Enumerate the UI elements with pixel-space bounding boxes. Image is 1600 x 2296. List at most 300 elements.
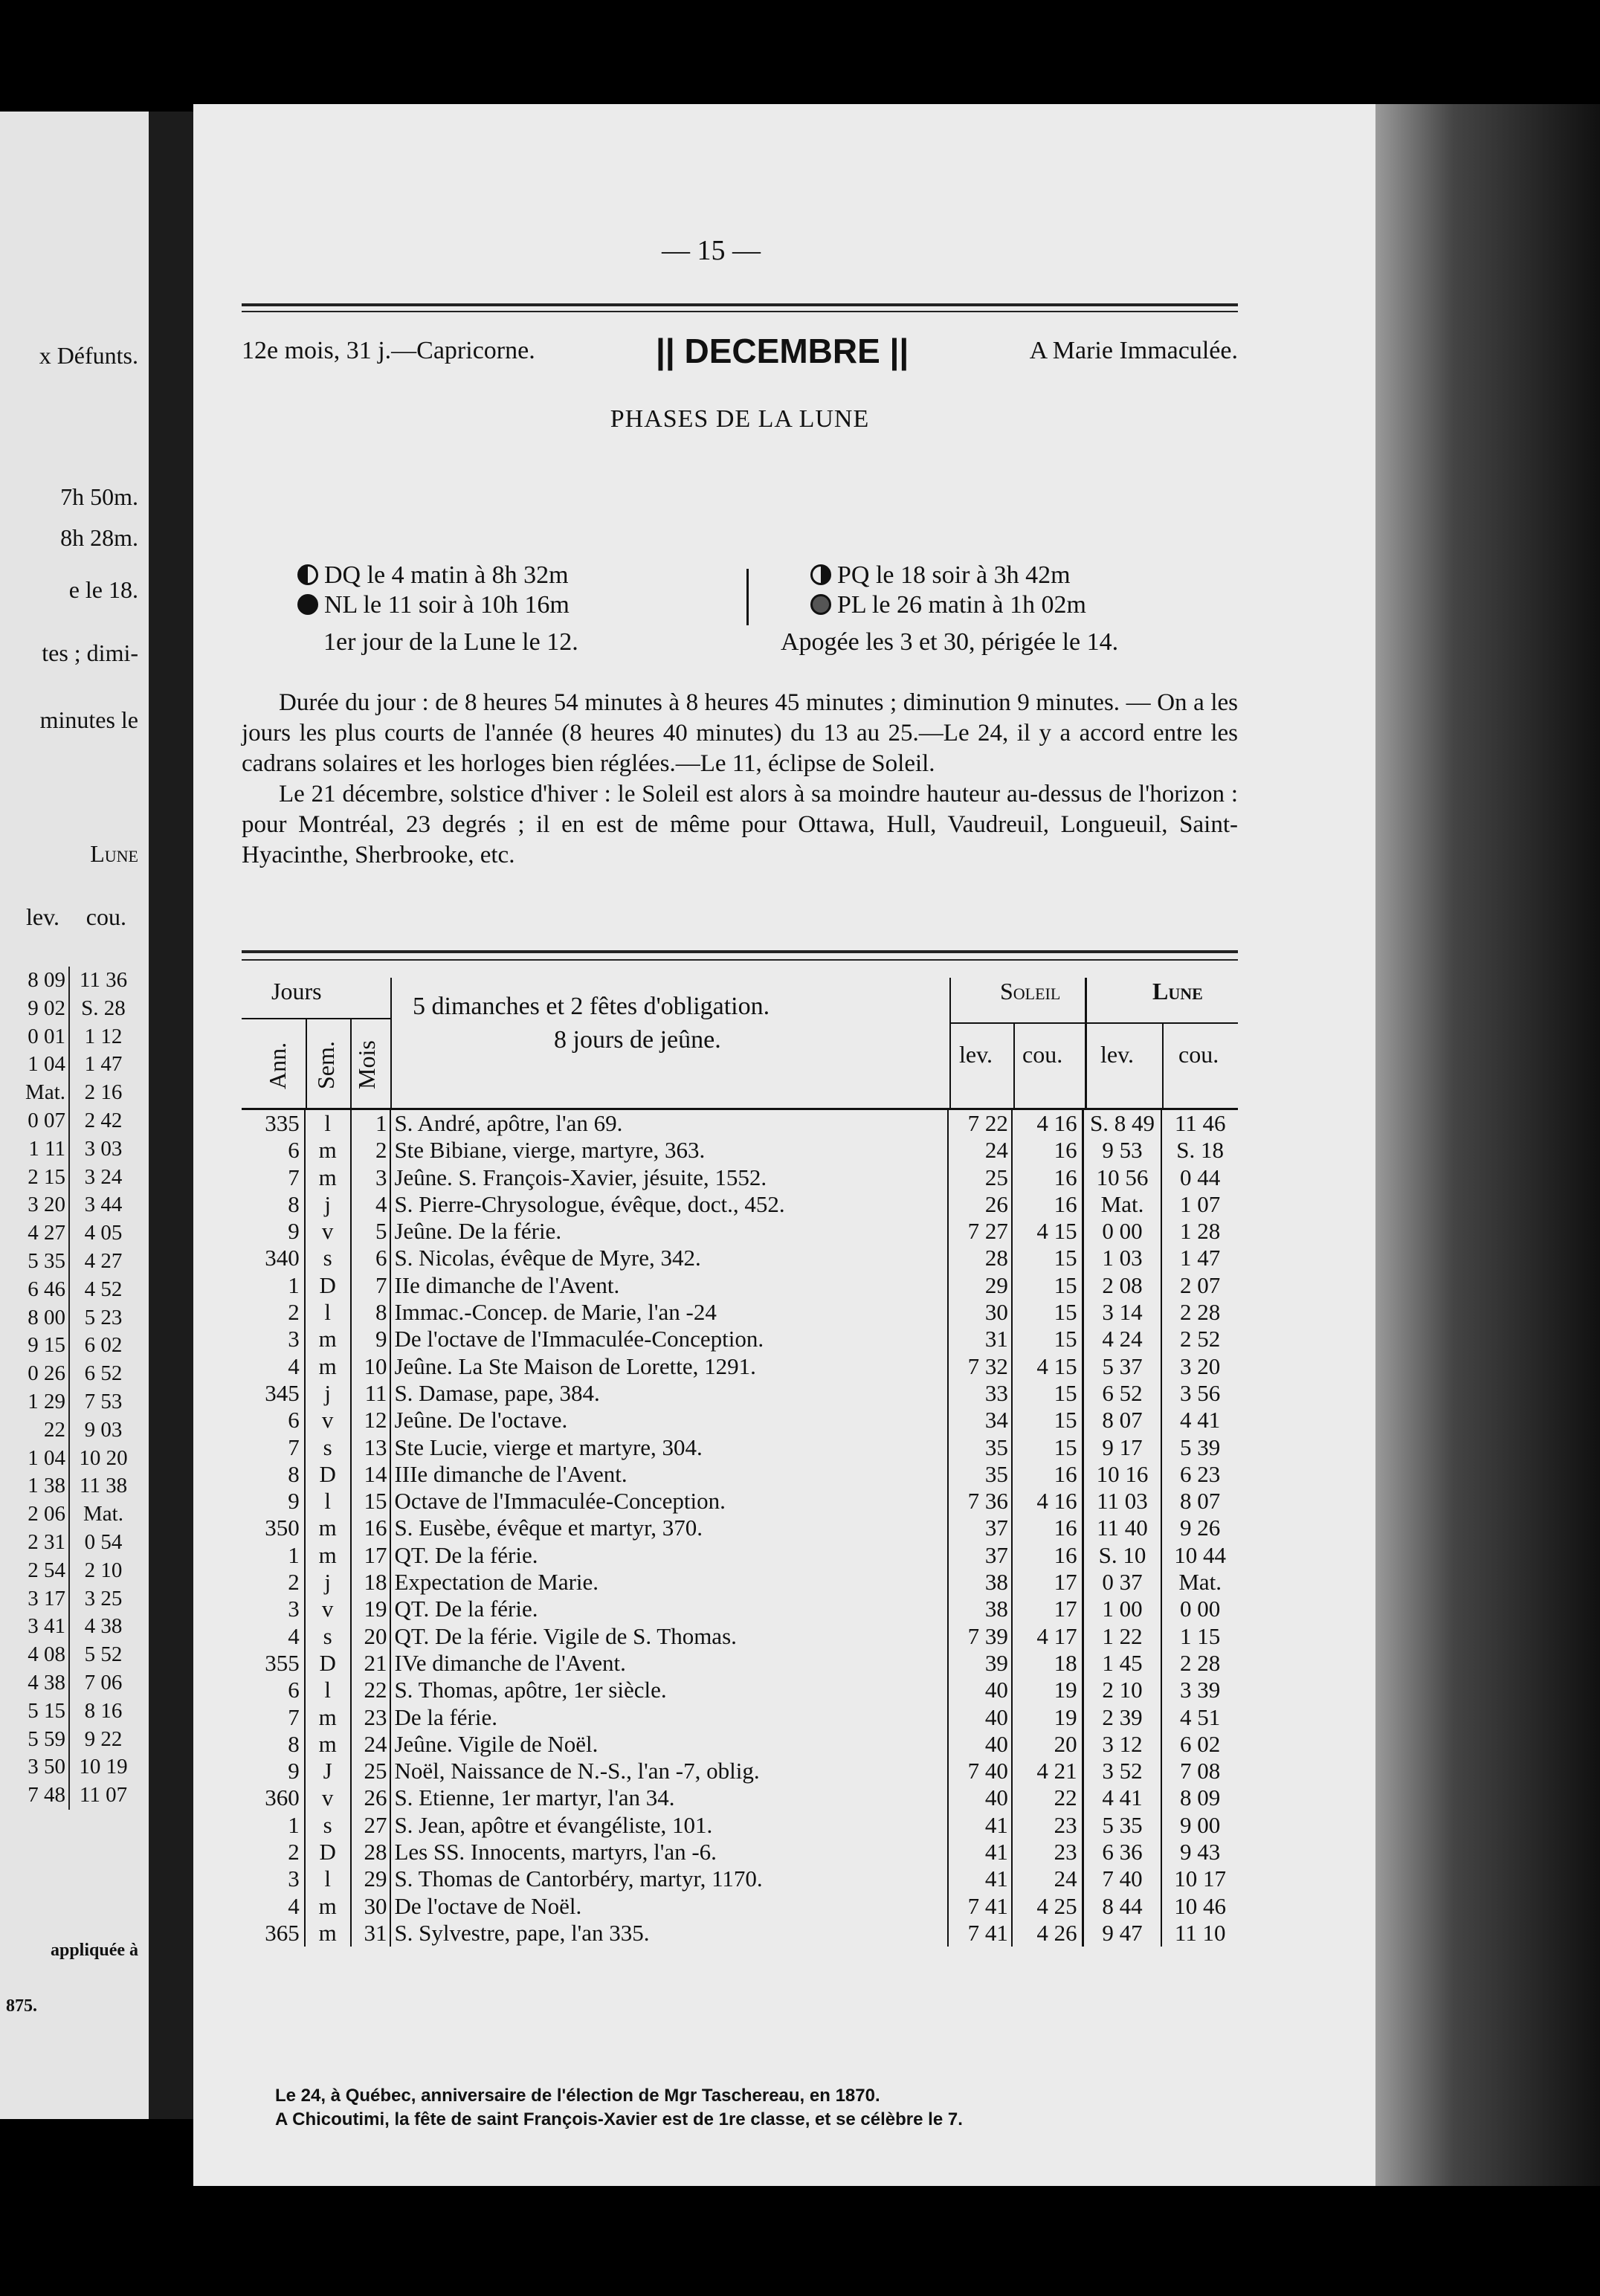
cell-mois: 29 bbox=[352, 1866, 392, 1892]
cell-soleil-lever: 31 bbox=[949, 1326, 1013, 1352]
cell-semaine: v bbox=[306, 1596, 352, 1622]
col-jours: Jours bbox=[271, 978, 322, 1004]
cell-mois: 8 bbox=[352, 1299, 392, 1326]
cell-lune-lever: 4 24 bbox=[1084, 1326, 1163, 1352]
cell-lune-coucher: 10 44 bbox=[1174, 1541, 1227, 1568]
book-spine-shadow bbox=[1375, 104, 1600, 2186]
left-cell-lev: 3 17 bbox=[0, 1585, 70, 1613]
table-top-rule-thin bbox=[242, 959, 1238, 961]
cell-saint: QT. De la férie. bbox=[391, 1542, 949, 1569]
new-moon-icon bbox=[297, 594, 318, 615]
cell-annee: 350 bbox=[242, 1515, 306, 1541]
table-title-2: 8 jours de jeûne. bbox=[554, 1026, 721, 1054]
cell-soleil-coucher: 4 21 bbox=[1013, 1758, 1084, 1784]
cell-lune-coucher: 2 07 bbox=[1180, 1271, 1221, 1298]
cell-lune-lever: 4 41 bbox=[1084, 1784, 1163, 1811]
calendar-table bbox=[242, 978, 1238, 1947]
left-cell-cou: 10 19 bbox=[79, 1755, 128, 1779]
left-table-row bbox=[0, 1304, 141, 1332]
cell-mois: 18 bbox=[352, 1569, 392, 1596]
cell-saint: Immac.-Concep. de Marie, l'an -24 bbox=[391, 1299, 949, 1326]
left-cell-lev: 1 04 bbox=[0, 1051, 70, 1079]
footnote bbox=[275, 2084, 1227, 2132]
left-cell-cou: 3 03 bbox=[84, 1136, 123, 1161]
left-cell-cou: 1 12 bbox=[84, 1024, 123, 1048]
cell-annee: 3 bbox=[242, 1596, 306, 1622]
cell-lune-lever: 0 37 bbox=[1084, 1569, 1163, 1596]
cell-mois: 23 bbox=[352, 1704, 392, 1731]
table-row bbox=[242, 1758, 1238, 1784]
cell-annee: 1 bbox=[242, 1272, 306, 1299]
cell-annee: 2 bbox=[242, 1569, 306, 1596]
left-cell-lev: 3 20 bbox=[0, 1191, 70, 1219]
phase-pq: PQ le 18 soir à 3h 42m bbox=[810, 561, 1071, 590]
table-top-rule bbox=[242, 950, 1238, 953]
cell-soleil-lever: 40 bbox=[949, 1677, 1013, 1703]
cell-lune-lever: 10 56 bbox=[1084, 1164, 1163, 1191]
cell-lune-lever: 6 52 bbox=[1084, 1380, 1163, 1407]
cell-soleil-lever: 39 bbox=[949, 1650, 1013, 1677]
cell-lune-coucher: 1 28 bbox=[1180, 1218, 1221, 1245]
cell-semaine: j bbox=[306, 1569, 352, 1596]
header-left: 12e mois, 31 j.—Capricorne. bbox=[242, 337, 535, 364]
left-cell-cou: 0 54 bbox=[84, 1529, 123, 1554]
col-ann: Ann. bbox=[264, 1042, 291, 1089]
cell-semaine: j bbox=[306, 1191, 352, 1218]
month-header bbox=[242, 331, 1238, 371]
cell-mois: 17 bbox=[352, 1542, 392, 1569]
footnote-line-2: A Chicoutimi, la fête de saint François-Xavier est de 1re classe, et se célèbre le 7. bbox=[275, 2109, 963, 2129]
table-row bbox=[242, 1731, 1238, 1758]
cell-mois: 30 bbox=[352, 1893, 392, 1920]
cell-annee: 3 bbox=[242, 1326, 306, 1352]
left-table-row bbox=[0, 1669, 141, 1697]
cell-annee: 365 bbox=[242, 1920, 306, 1947]
cell-lune-lever: 2 39 bbox=[1084, 1704, 1163, 1731]
cell-annee: 8 bbox=[242, 1191, 306, 1218]
cell-annee: 1 bbox=[242, 1542, 306, 1569]
cell-soleil-coucher: 15 bbox=[1013, 1272, 1084, 1299]
jours-rule bbox=[242, 1018, 390, 1019]
cell-soleil-lever: 40 bbox=[949, 1731, 1013, 1758]
left-cell-lev: 0 26 bbox=[0, 1360, 70, 1388]
cell-annee: 7 bbox=[242, 1704, 306, 1731]
table-row bbox=[242, 1191, 1238, 1218]
left-frag-3: 8h 28m. bbox=[60, 524, 138, 551]
cell-soleil-coucher: 15 bbox=[1013, 1245, 1084, 1271]
left-table-row bbox=[0, 1585, 141, 1613]
cell-saint: De l'octave de Noël. bbox=[391, 1893, 949, 1920]
cell-soleil-lever: 35 bbox=[949, 1461, 1013, 1488]
cell-annee: 335 bbox=[242, 1110, 306, 1137]
cell-saint: S. Thomas, apôtre, 1er siècle. bbox=[391, 1677, 949, 1703]
cell-mois: 20 bbox=[352, 1623, 392, 1650]
cell-soleil-coucher: 23 bbox=[1013, 1812, 1084, 1839]
left-cell-cou: S. 28 bbox=[81, 996, 126, 1020]
cell-saint: IVe dimanche de l'Avent. bbox=[391, 1650, 949, 1677]
cell-soleil-lever: 25 bbox=[949, 1164, 1013, 1191]
cell-mois: 6 bbox=[352, 1245, 392, 1271]
cell-lune-lever: S. 10 bbox=[1084, 1542, 1163, 1569]
cell-soleil-lever: 7 40 bbox=[949, 1758, 1013, 1784]
cell-mois: 11 bbox=[352, 1380, 392, 1407]
cell-annee: 7 bbox=[242, 1434, 306, 1461]
book-gutter bbox=[149, 112, 193, 2119]
cell-lune-coucher: 4 41 bbox=[1180, 1407, 1221, 1434]
cell-lune-coucher: 3 39 bbox=[1180, 1677, 1221, 1703]
cell-annee: 2 bbox=[242, 1299, 306, 1326]
cell-soleil-lever: 37 bbox=[949, 1515, 1013, 1541]
cell-lune-coucher: Mat. bbox=[1178, 1569, 1222, 1596]
cell-soleil-coucher: 15 bbox=[1013, 1380, 1084, 1407]
cell-mois: 3 bbox=[352, 1164, 392, 1191]
cell-soleil-coucher: 16 bbox=[1013, 1542, 1084, 1569]
cell-lune-lever: 6 36 bbox=[1084, 1839, 1163, 1866]
left-cell-cou: 4 27 bbox=[84, 1248, 123, 1273]
left-table bbox=[0, 967, 141, 1810]
left-table-row bbox=[0, 1416, 141, 1445]
cell-mois: 21 bbox=[352, 1650, 392, 1677]
left-frag-7: appliquée à bbox=[50, 1941, 138, 1960]
col-lune-cou: cou. bbox=[1178, 1041, 1219, 1068]
cell-semaine: l bbox=[306, 1299, 352, 1326]
left-table-row bbox=[0, 1697, 141, 1726]
description-text bbox=[242, 688, 1238, 871]
left-table-row bbox=[0, 1753, 141, 1781]
cell-saint: S. Etienne, 1er martyr, l'an 34. bbox=[391, 1784, 949, 1811]
cell-lune-coucher: 4 51 bbox=[1180, 1703, 1221, 1730]
cell-annee: 2 bbox=[242, 1839, 306, 1866]
cell-lune-lever: 3 52 bbox=[1084, 1758, 1163, 1784]
cell-saint: Jeûne. De l'octave. bbox=[391, 1407, 949, 1434]
cell-soleil-lever: 40 bbox=[949, 1784, 1013, 1811]
cell-soleil-lever: 7 41 bbox=[949, 1920, 1013, 1947]
cell-soleil-lever: 41 bbox=[949, 1812, 1013, 1839]
left-frag-6: minutes le bbox=[39, 706, 138, 733]
cell-annee: 3 bbox=[242, 1866, 306, 1892]
cell-mois: 14 bbox=[352, 1461, 392, 1488]
header-right: A Marie Immaculée. bbox=[1029, 337, 1238, 364]
left-cell-cou: 7 53 bbox=[84, 1389, 123, 1413]
left-table-row bbox=[0, 1472, 141, 1500]
cell-saint: De la férie. bbox=[391, 1704, 949, 1731]
table-row bbox=[242, 1866, 1238, 1892]
left-frag-4: e le 18. bbox=[68, 576, 138, 603]
cell-lune-coucher: 2 28 bbox=[1180, 1649, 1221, 1676]
left-cell-lev: 2 06 bbox=[0, 1500, 70, 1529]
cell-mois: 13 bbox=[352, 1434, 392, 1461]
left-cell-cou: 5 52 bbox=[84, 1642, 123, 1667]
cell-lune-coucher: 11 46 bbox=[1174, 1110, 1226, 1136]
cell-lune-lever: 3 12 bbox=[1084, 1731, 1163, 1758]
cell-lune-lever: 2 08 bbox=[1084, 1272, 1163, 1299]
cell-mois: 15 bbox=[352, 1488, 392, 1515]
cell-soleil-lever: 41 bbox=[949, 1839, 1013, 1866]
left-frag-5: tes ; dimi- bbox=[42, 639, 138, 666]
left-cell-cou: 6 02 bbox=[84, 1333, 123, 1358]
left-table-row bbox=[0, 1557, 141, 1585]
cell-saint: QT. De la férie. bbox=[391, 1596, 949, 1622]
cell-soleil-coucher: 16 bbox=[1013, 1137, 1084, 1164]
left-cell-lev: 4 08 bbox=[0, 1641, 70, 1669]
cell-annee: 9 bbox=[242, 1758, 306, 1784]
cell-lune-lever: 5 35 bbox=[1084, 1812, 1163, 1839]
cell-soleil-lever: 7 22 bbox=[949, 1110, 1013, 1137]
cell-lune-lever: 10 16 bbox=[1084, 1461, 1163, 1488]
table-row bbox=[242, 1272, 1238, 1299]
cell-semaine: s bbox=[306, 1245, 352, 1271]
cell-annee: 9 bbox=[242, 1218, 306, 1245]
left-table-row bbox=[0, 1613, 141, 1641]
almanac-page bbox=[193, 104, 1375, 2186]
cell-semaine: v bbox=[306, 1784, 352, 1811]
table-body bbox=[242, 1110, 1238, 1947]
phase-separator bbox=[746, 569, 749, 625]
cell-saint: S. Nicolas, évêque de Myre, 342. bbox=[391, 1245, 949, 1271]
left-cell-cou: 11 36 bbox=[79, 968, 128, 992]
cell-mois: 22 bbox=[352, 1677, 392, 1703]
cell-semaine: D bbox=[306, 1839, 352, 1866]
cell-saint: Noël, Naissance de N.-S., l'an -7, oblig. bbox=[391, 1758, 949, 1784]
cell-soleil-coucher: 24 bbox=[1013, 1866, 1084, 1892]
cell-soleil-lever: 41 bbox=[949, 1866, 1013, 1892]
left-cell-cou: 2 42 bbox=[84, 1108, 123, 1132]
cell-lune-coucher: 0 00 bbox=[1180, 1596, 1221, 1622]
cell-lune-lever: 11 40 bbox=[1084, 1515, 1163, 1541]
table-row bbox=[242, 1596, 1238, 1622]
cell-lune-coucher: 5 39 bbox=[1180, 1434, 1221, 1460]
left-table-row bbox=[0, 1500, 141, 1529]
left-cell-cou: 4 52 bbox=[84, 1277, 123, 1301]
cell-saint: Jeûne. La Ste Maison de Lorette, 1291. bbox=[391, 1353, 949, 1380]
cell-annee: 340 bbox=[242, 1245, 306, 1271]
cell-semaine: l bbox=[306, 1677, 352, 1703]
left-cell-lev: 0 01 bbox=[0, 1023, 70, 1051]
left-cell-lev: 9 15 bbox=[0, 1332, 70, 1360]
cell-soleil-lever: 33 bbox=[949, 1380, 1013, 1407]
cell-soleil-coucher: 19 bbox=[1013, 1677, 1084, 1703]
table-row bbox=[242, 1326, 1238, 1352]
cell-lune-coucher: 10 46 bbox=[1174, 1892, 1227, 1919]
cell-annee: 8 bbox=[242, 1731, 306, 1758]
cell-semaine: m bbox=[306, 1893, 352, 1920]
left-frag-lune: Lune bbox=[90, 840, 138, 867]
soleil-lune-rule bbox=[949, 1022, 1238, 1024]
cell-saint: Ste Bibiane, vierge, martyre, 363. bbox=[391, 1137, 949, 1164]
cell-annee: 4 bbox=[242, 1893, 306, 1920]
left-cell-lev: 7 48 bbox=[0, 1781, 70, 1810]
cell-annee: 1 bbox=[242, 1812, 306, 1839]
cell-annee: 4 bbox=[242, 1353, 306, 1380]
table-row bbox=[242, 1893, 1238, 1920]
table-row bbox=[242, 1380, 1238, 1407]
cell-mois: 12 bbox=[352, 1407, 392, 1434]
left-cell-cou: 4 05 bbox=[84, 1221, 123, 1245]
left-cell-cou: 2 10 bbox=[84, 1558, 123, 1582]
cell-lune-coucher: 2 52 bbox=[1180, 1326, 1221, 1352]
cell-mois: 24 bbox=[352, 1731, 392, 1758]
left-cell-lev: 8 09 bbox=[0, 967, 70, 995]
first-day-lune: 1er jour de la Lune le 12. bbox=[323, 628, 578, 656]
cell-soleil-lever: 28 bbox=[949, 1245, 1013, 1271]
last-quarter-icon bbox=[297, 564, 318, 585]
cell-saint: S. Thomas de Cantorbéry, martyr, 1170. bbox=[391, 1866, 949, 1892]
cell-semaine: m bbox=[306, 1731, 352, 1758]
cell-semaine: D bbox=[306, 1272, 352, 1299]
cell-lune-lever: 8 44 bbox=[1084, 1893, 1163, 1920]
cell-lune-coucher: 10 17 bbox=[1174, 1866, 1227, 1892]
cell-lune-coucher: 11 10 bbox=[1174, 1919, 1226, 1946]
cell-soleil-coucher: 15 bbox=[1013, 1434, 1084, 1461]
table-title-1: 5 dimanches et 2 fêtes d'obligation. bbox=[413, 993, 770, 1020]
left-cell-lev: 1 38 bbox=[0, 1472, 70, 1500]
left-cell-cou: 3 24 bbox=[84, 1164, 123, 1189]
cell-lune-coucher: 1 15 bbox=[1180, 1622, 1221, 1649]
left-frag-cou: cou. bbox=[86, 903, 126, 930]
left-table-row bbox=[0, 1276, 141, 1304]
cell-mois: 10 bbox=[352, 1353, 392, 1380]
cell-semaine: s bbox=[306, 1623, 352, 1650]
cell-soleil-lever: 38 bbox=[949, 1569, 1013, 1596]
left-cell-lev: 3 50 bbox=[0, 1753, 70, 1781]
left-frag-2: 7h 50m. bbox=[60, 483, 138, 510]
left-frag-lev: lev. bbox=[25, 903, 59, 930]
table-row bbox=[242, 1353, 1238, 1380]
table-row bbox=[242, 1461, 1238, 1488]
col-soleil: Soleil bbox=[1000, 978, 1061, 1004]
cell-soleil-coucher: 17 bbox=[1013, 1596, 1084, 1622]
cell-soleil-coucher: 18 bbox=[1013, 1650, 1084, 1677]
cell-semaine: j bbox=[306, 1380, 352, 1407]
cell-soleil-lever: 37 bbox=[949, 1542, 1013, 1569]
cell-saint: Octave de l'Immaculée-Conception. bbox=[391, 1488, 949, 1515]
cell-saint: Jeûne. S. François-Xavier, jésuite, 1552. bbox=[391, 1164, 949, 1191]
left-cell-lev: 5 35 bbox=[0, 1248, 70, 1276]
left-cell-cou: 7 06 bbox=[84, 1670, 123, 1694]
left-frag-1: x Défunts. bbox=[39, 342, 138, 369]
table-row bbox=[242, 1784, 1238, 1811]
cell-saint: S. Sylvestre, pape, l'an 335. bbox=[391, 1920, 949, 1947]
cell-saint: IIIe dimanche de l'Avent. bbox=[391, 1461, 949, 1488]
page-number: — 15 — bbox=[662, 235, 761, 266]
top-rule-thin bbox=[242, 311, 1238, 312]
left-cell-lev: 2 31 bbox=[0, 1529, 70, 1557]
left-cell-cou: 10 20 bbox=[79, 1445, 128, 1470]
cell-mois: 5 bbox=[352, 1218, 392, 1245]
cell-saint: S. André, apôtre, l'an 69. bbox=[391, 1110, 949, 1137]
left-table-row bbox=[0, 995, 141, 1023]
phase-pl: PL le 26 matin à 1h 02m bbox=[810, 591, 1086, 619]
col-soleil-lev: lev. bbox=[959, 1041, 993, 1068]
table-row bbox=[242, 1218, 1238, 1245]
full-moon-icon bbox=[810, 594, 831, 615]
cell-lune-lever: 9 53 bbox=[1084, 1137, 1163, 1164]
cell-lune-coucher: 3 20 bbox=[1180, 1352, 1221, 1379]
left-cell-lev: 9 02 bbox=[0, 995, 70, 1023]
cell-mois: 31 bbox=[352, 1920, 392, 1947]
cell-soleil-coucher: 16 bbox=[1013, 1164, 1084, 1191]
left-table-row bbox=[0, 1360, 141, 1388]
left-frag-8: 875. bbox=[6, 1996, 37, 2016]
cell-soleil-coucher: 4 25 bbox=[1013, 1893, 1084, 1920]
left-cell-lev: 4 27 bbox=[0, 1219, 70, 1248]
cell-semaine: J bbox=[306, 1758, 352, 1784]
cell-mois: 16 bbox=[352, 1515, 392, 1541]
left-cell-cou: 3 44 bbox=[84, 1193, 123, 1217]
table-row bbox=[242, 1677, 1238, 1703]
cell-mois: 26 bbox=[352, 1784, 392, 1811]
cell-lune-coucher: 1 07 bbox=[1180, 1190, 1221, 1217]
left-cell-lev: 2 15 bbox=[0, 1164, 70, 1192]
table-row bbox=[242, 1542, 1238, 1569]
left-cell-cou: Mat. bbox=[83, 1502, 123, 1526]
cell-lune-lever: 1 22 bbox=[1084, 1623, 1163, 1650]
left-cell-lev: 1 11 bbox=[0, 1135, 70, 1164]
cell-annee: 360 bbox=[242, 1784, 306, 1811]
cell-soleil-coucher: 20 bbox=[1013, 1731, 1084, 1758]
left-cell-lev: 5 59 bbox=[0, 1726, 70, 1754]
apogee-text: Apogée les 3 et 30, périgée le 14. bbox=[781, 628, 1119, 656]
left-cell-cou: 9 22 bbox=[84, 1726, 123, 1751]
cell-lune-coucher: 3 56 bbox=[1180, 1379, 1221, 1406]
left-cell-cou: 8 16 bbox=[84, 1698, 123, 1723]
cell-soleil-coucher: 23 bbox=[1013, 1839, 1084, 1866]
table-row bbox=[242, 1569, 1238, 1596]
left-table-row bbox=[0, 1164, 141, 1192]
left-table-row bbox=[0, 1107, 141, 1135]
cell-soleil-lever: 7 41 bbox=[949, 1893, 1013, 1920]
left-cell-cou: 9 03 bbox=[84, 1417, 123, 1442]
left-table-row bbox=[0, 1248, 141, 1276]
top-rule bbox=[242, 303, 1238, 306]
left-cell-cou: 1 47 bbox=[84, 1052, 123, 1077]
cell-soleil-lever: 7 27 bbox=[949, 1218, 1013, 1245]
left-cell-lev: 8 00 bbox=[0, 1304, 70, 1332]
cell-lune-lever: 1 45 bbox=[1084, 1650, 1163, 1677]
table-row bbox=[242, 1245, 1238, 1271]
cell-lune-coucher: 0 44 bbox=[1180, 1164, 1221, 1190]
left-table-row bbox=[0, 1051, 141, 1079]
cell-saint: De l'octave de l'Immaculée-Conception. bbox=[391, 1326, 949, 1352]
cell-lune-lever: 5 37 bbox=[1084, 1353, 1163, 1380]
cell-lune-coucher: 9 26 bbox=[1180, 1515, 1221, 1541]
cell-lune-coucher: 6 23 bbox=[1180, 1460, 1221, 1487]
table-row bbox=[242, 1299, 1238, 1326]
cell-lune-coucher: 9 00 bbox=[1180, 1811, 1221, 1838]
cell-lune-lever: 9 47 bbox=[1084, 1920, 1163, 1947]
table-row bbox=[242, 1704, 1238, 1731]
first-quarter-icon bbox=[810, 564, 831, 585]
cell-soleil-lever: 40 bbox=[949, 1704, 1013, 1731]
cell-lune-lever: 1 00 bbox=[1084, 1596, 1163, 1622]
cell-mois: 25 bbox=[352, 1758, 392, 1784]
cell-annee: 6 bbox=[242, 1677, 306, 1703]
cell-semaine: s bbox=[306, 1812, 352, 1839]
cell-semaine: m bbox=[306, 1164, 352, 1191]
left-cell-cou: 3 25 bbox=[84, 1586, 123, 1610]
cell-annee: 6 bbox=[242, 1407, 306, 1434]
cell-saint: Ste Lucie, vierge et martyre, 304. bbox=[391, 1434, 949, 1461]
cell-soleil-coucher: 17 bbox=[1013, 1569, 1084, 1596]
cell-lune-coucher: 8 09 bbox=[1180, 1784, 1221, 1811]
table-row bbox=[242, 1110, 1238, 1137]
cell-saint: Jeûne. Vigile de Noël. bbox=[391, 1731, 949, 1758]
cell-soleil-coucher: 4 15 bbox=[1013, 1218, 1084, 1245]
left-cell-cou: 11 38 bbox=[79, 1474, 128, 1498]
cell-annee: 355 bbox=[242, 1650, 306, 1677]
cell-mois: 4 bbox=[352, 1191, 392, 1218]
cell-soleil-coucher: 16 bbox=[1013, 1461, 1084, 1488]
